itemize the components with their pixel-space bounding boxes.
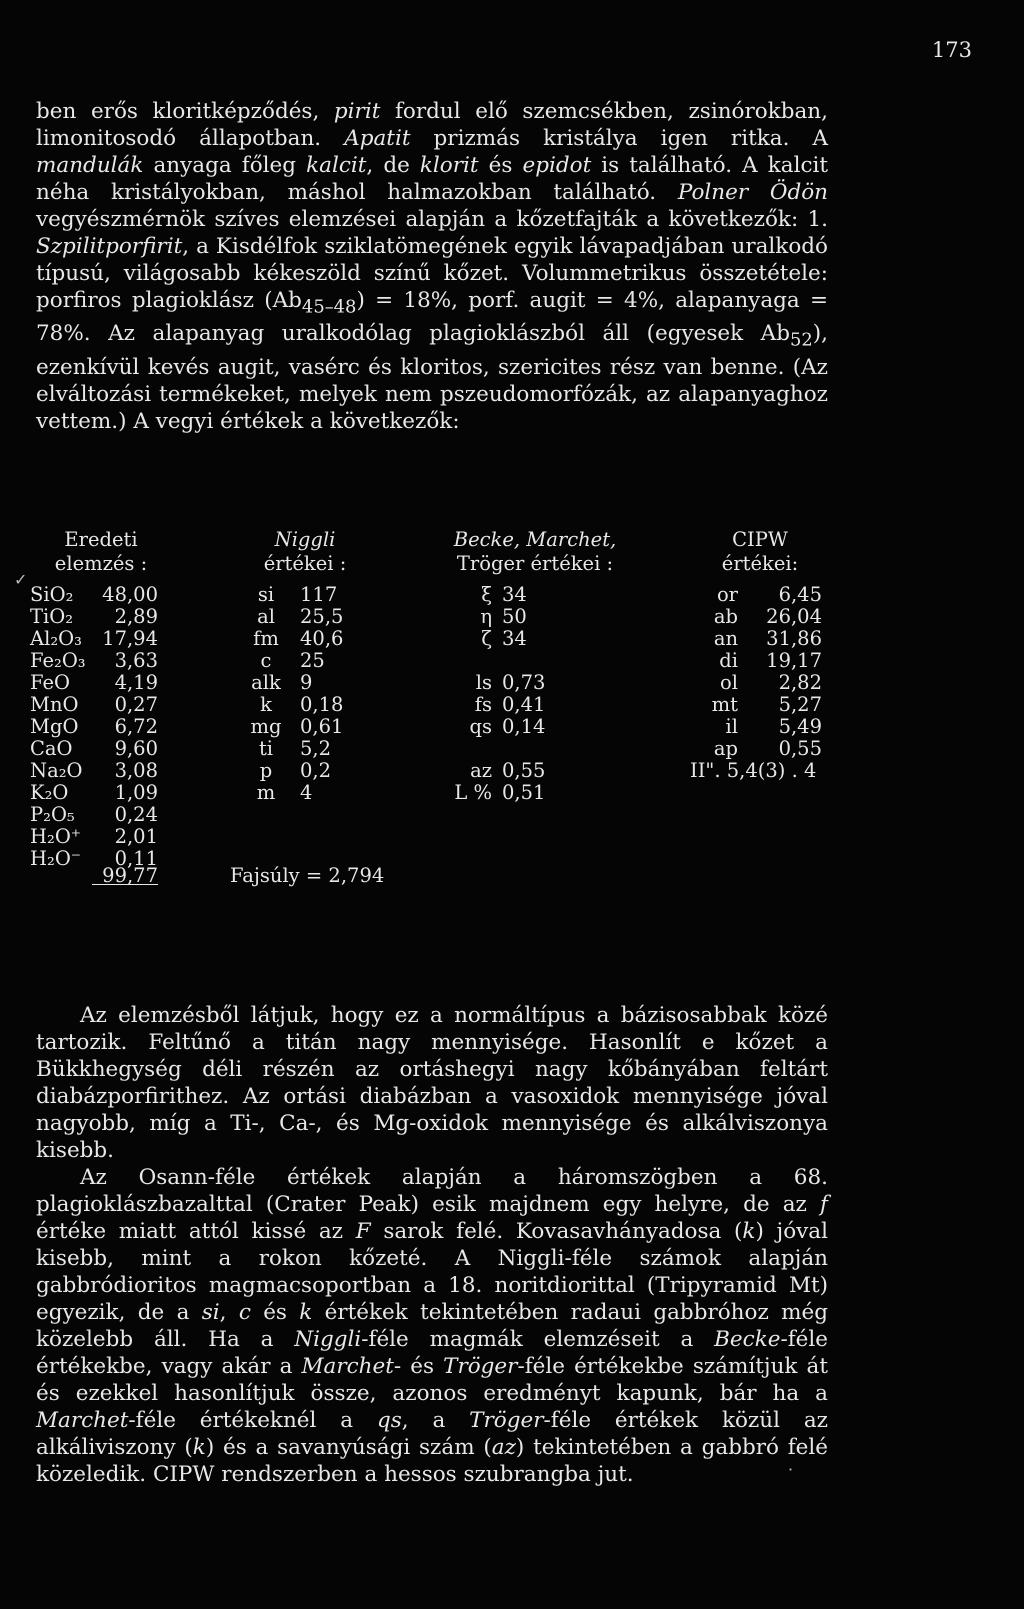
row-value: 0,14 bbox=[502, 715, 546, 738]
row-label: al bbox=[257, 605, 275, 628]
table-row bbox=[30, 694, 172, 716]
row-value: 0,51 bbox=[502, 781, 546, 804]
row-label: fs bbox=[474, 693, 492, 716]
table-row bbox=[30, 804, 172, 826]
row-value: 34 bbox=[502, 583, 527, 606]
table-row bbox=[430, 584, 640, 606]
table-row bbox=[30, 672, 172, 694]
table-row bbox=[30, 650, 172, 672]
row-value: 3,63 bbox=[114, 649, 158, 672]
row-value: 6,45 bbox=[778, 583, 822, 606]
row-value: 9 bbox=[300, 671, 313, 694]
table-row bbox=[240, 672, 370, 694]
row-label: c bbox=[260, 649, 272, 672]
row-label: ξ bbox=[481, 583, 492, 606]
row-label: or bbox=[716, 583, 738, 606]
row-label: mt bbox=[711, 693, 738, 716]
table-row bbox=[430, 606, 640, 628]
discussion-paragraph: Az elemzésből látjuk, hogy ez a normáltípus a bázisosabbak közé tartozik. Feltűnő a titán nagy mennyisége. Hasonlít e kőzet a Bükkhegység déli részén az ortáshegyi nagy kőbányában feltárt diabázporfirithez. Az ortási diabázban a vasoxidok mennyisége jóval nagyobb, míg a Ti-, Ca-, és Mg-oxidok mennyisége és alkálviszonya kisebb. Az Osann-féle értékek alapján a háromszögben a 68. plagioklászbazalttal (Crater Peak) esik majdnem egy helyre, de az f értéke miatt attól kissé az F sarok felé. Kovasavhányadosa (k) jóval kisebb, mint a rokon kőzeté. A Niggli-féle számok alapján gabbródioritos magmacsoportban a 18. noritdiorittal (Tripyramid Mt) egyezik, de a si, c és k értékek tekintetében radaui gabbróhoz még közelebb áll. Ha a Niggli-féle magmák elemzéseit a Becke-féle értékekbe, vagy akár a Marchet- és Tröger-féle értékekbe számítjuk át és ezekkel hasonlítjuk össze, azonos eredményt kapunk, bár ha a Marchet-féle értékeknél a qs, a Tröger-féle értékek közül az alkáliviszony (k) és a savanyúsági szám (az) tekintetében a gabbró felé közeledik. CIPW rendszerben a hessos szubrangba jut. bbox=[36, 1003, 828, 1487]
row-value: 48,00 bbox=[102, 583, 158, 606]
row-value: 6,72 bbox=[114, 715, 158, 738]
specific-gravity: Fajsúly = 2,794 bbox=[230, 864, 385, 887]
row-value: 5,49 bbox=[778, 715, 822, 738]
row-value: 0,27 bbox=[114, 693, 158, 716]
row-value: 0,11 bbox=[114, 847, 158, 870]
table-row bbox=[690, 628, 830, 650]
chemical-analysis-table bbox=[30, 528, 830, 908]
table-row bbox=[240, 584, 370, 606]
row-label: az bbox=[470, 759, 492, 782]
table-row bbox=[30, 606, 172, 628]
row-value: 9,60 bbox=[114, 737, 158, 760]
row-label: qs bbox=[469, 715, 492, 738]
row-label: Na₂O bbox=[30, 759, 83, 782]
table-row bbox=[30, 628, 172, 650]
row-value: 0,61 bbox=[300, 715, 344, 738]
row-value bbox=[502, 650, 592, 672]
table-row bbox=[690, 738, 830, 760]
niggli-values-column bbox=[240, 528, 370, 804]
row-label: H₂O⁻ bbox=[30, 847, 82, 870]
row-label: P₂O₅ bbox=[30, 803, 75, 826]
row-label: alk bbox=[251, 671, 281, 694]
row-value: 25,5 bbox=[300, 605, 344, 628]
row-value: 0,41 bbox=[502, 693, 546, 716]
row-label: si bbox=[257, 583, 275, 606]
table-row bbox=[690, 694, 830, 716]
row-label: ol bbox=[720, 671, 738, 694]
table-row bbox=[240, 606, 370, 628]
original-analysis-column bbox=[30, 528, 172, 885]
table-row bbox=[30, 738, 172, 760]
row-value: 25 bbox=[300, 649, 325, 672]
table-row bbox=[690, 650, 830, 672]
row-value: 5,27 bbox=[778, 693, 822, 716]
row-value: 0,55 bbox=[778, 737, 822, 760]
row-label: TiO₂ bbox=[30, 605, 74, 628]
row-value: 3,08 bbox=[114, 759, 158, 782]
row-value bbox=[502, 738, 592, 760]
row-label bbox=[430, 650, 502, 672]
page-number: 173 bbox=[931, 38, 972, 62]
table-row bbox=[30, 716, 172, 738]
table-row bbox=[240, 628, 370, 650]
intro-paragraph: ben erős kloritképződés, pirit fordul elő szemcsékben, zsinórokban, limonitosodó állapotban. Apatit prizmás kristálya igen ritka. A mandulák anyaga főleg kalcit, de klorit és epidot is található. A kalcit néha kristályokban, máshol halmazokban található. Polner Ödön vegyészmérnök szíves elemzései alapján a kőzetfajták a következők: 1. Szpilitporfirit, a Kisdélfok sziklatömegének egyik lávapadjában uralkodó típusú, világosabb kékeszöld színű kőzet. Volummetrikus összetétele: porfiros plagioklász $(Ab_{45-48}) = 18\%$, porf. augit = 4%, alapanyaga = 78%. Az alapanyag uralkodólag plagioklászból áll (egyesek $Ab_{52}$), ezenkívül kevés augit, vasérc és kloritos, szericites rész van benne. (Az elváltozási termékeket, melyek nem pszeudomorfózák, az alapanyaghoz vettem.) A vegyi értékek a következők: bbox=[36, 99, 829, 434]
row-label: MnO bbox=[30, 693, 79, 716]
table-row bbox=[430, 650, 640, 672]
column-header: Eredeti elemzés : bbox=[54, 528, 148, 575]
analysis-sum: 99,77 bbox=[102, 864, 158, 887]
row-label: Al₂O₃ bbox=[30, 627, 82, 650]
table-row bbox=[240, 716, 370, 738]
table-row bbox=[30, 760, 172, 782]
scan-artifact: ✓ bbox=[14, 570, 28, 589]
row-label: ti bbox=[258, 737, 274, 760]
row-label: η bbox=[480, 605, 492, 628]
column-header: Niggli értékei : bbox=[263, 528, 347, 575]
table-row bbox=[430, 716, 640, 738]
row-label: FeO bbox=[30, 671, 70, 694]
column-header: CIPW értékei: bbox=[721, 528, 799, 575]
row-label: MgO bbox=[30, 715, 79, 738]
column-header: Becke, Marchet, Tröger értékei : bbox=[453, 528, 617, 575]
row-value: 0,2 bbox=[300, 759, 332, 782]
table-row bbox=[690, 584, 830, 606]
row-label bbox=[430, 738, 502, 760]
row-value: 26,04 bbox=[766, 605, 822, 628]
table-row bbox=[690, 672, 830, 694]
table-row bbox=[430, 738, 640, 760]
table-row bbox=[30, 584, 172, 606]
row-value: 4 bbox=[300, 781, 313, 804]
row-label: H₂O⁺ bbox=[30, 825, 82, 848]
row-label: an bbox=[713, 627, 738, 650]
row-value: 117 bbox=[300, 583, 338, 606]
row-label: L % bbox=[454, 781, 492, 804]
row-label: k bbox=[260, 693, 272, 716]
row-label: fm bbox=[253, 627, 279, 650]
becke-marchet-troger-column bbox=[430, 528, 640, 804]
row-label: di bbox=[719, 649, 738, 672]
table-row bbox=[690, 716, 830, 738]
row-value: 31,86 bbox=[766, 627, 822, 650]
row-label: il bbox=[725, 715, 738, 738]
row-label: ap bbox=[713, 737, 738, 760]
row-label: m bbox=[256, 781, 276, 804]
row-value: 0,18 bbox=[300, 693, 344, 716]
row-value: 1,09 bbox=[114, 781, 158, 804]
row-label: CaO bbox=[30, 737, 73, 760]
cipw-norm-symbol: II". 5,4(3) . 4 bbox=[690, 759, 817, 782]
table-row bbox=[240, 760, 370, 782]
cipw-values-column bbox=[690, 528, 830, 782]
row-label: ls bbox=[475, 671, 492, 694]
table-row bbox=[240, 738, 370, 760]
row-value: 40,6 bbox=[300, 627, 344, 650]
row-label: p bbox=[259, 759, 273, 782]
table-row bbox=[240, 782, 370, 804]
row-value: 0,73 bbox=[502, 671, 546, 694]
row-value: 19,17 bbox=[766, 649, 822, 672]
scan-artifact: · bbox=[788, 1460, 794, 1479]
row-label: SiO₂ bbox=[30, 583, 74, 606]
table-row bbox=[690, 606, 830, 628]
row-value: 17,94 bbox=[102, 627, 158, 650]
row-value: 34 bbox=[502, 627, 527, 650]
row-label: Fe₂O₃ bbox=[30, 649, 86, 672]
table-row bbox=[240, 650, 370, 672]
row-value: 2,89 bbox=[114, 605, 158, 628]
row-label: K₂O bbox=[30, 781, 69, 804]
table-row bbox=[430, 672, 640, 694]
row-label: ab bbox=[713, 605, 738, 628]
row-label: ζ bbox=[481, 627, 492, 650]
row-value: 4,19 bbox=[114, 671, 158, 694]
row-value: 5,2 bbox=[300, 737, 332, 760]
row-label: mg bbox=[250, 715, 282, 738]
table-row bbox=[240, 694, 370, 716]
row-value: 0,24 bbox=[114, 803, 158, 826]
row-value: 2,01 bbox=[114, 825, 158, 848]
table-row bbox=[430, 760, 640, 782]
row-value: 0,55 bbox=[502, 759, 546, 782]
table-row bbox=[30, 782, 172, 804]
table-row bbox=[30, 826, 172, 848]
row-value: 50 bbox=[502, 605, 527, 628]
row-value: 2,82 bbox=[778, 671, 822, 694]
table-row bbox=[430, 694, 640, 716]
table-row bbox=[430, 782, 640, 804]
table-row bbox=[430, 628, 640, 650]
